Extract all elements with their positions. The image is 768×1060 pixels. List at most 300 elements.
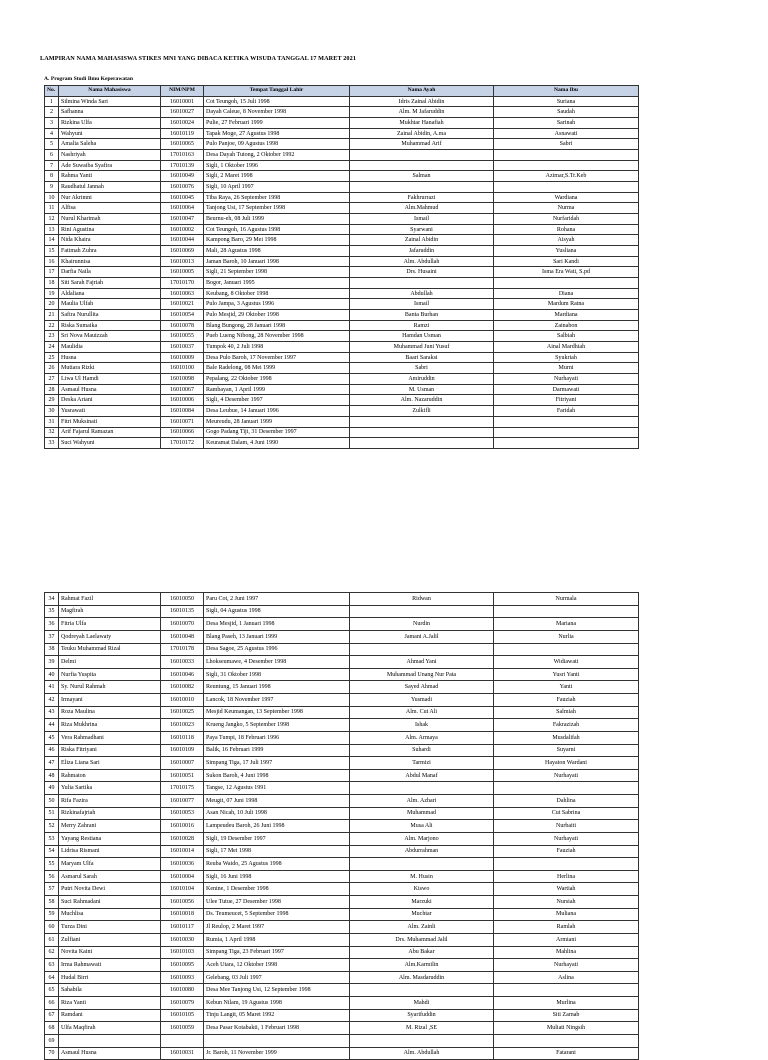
birth-place-date: Desa Mee Tanjong Usi, 12 September 1998 xyxy=(204,984,350,997)
table-row xyxy=(45,150,639,161)
student-nim: 16010024 xyxy=(161,118,204,129)
table-row xyxy=(45,971,639,984)
mother-name: Suriana xyxy=(494,96,639,107)
student-nim: 16010095 xyxy=(161,959,204,972)
father-name xyxy=(350,782,494,795)
student-nim: 16010021 xyxy=(161,299,204,310)
birth-place-date: Simpang Tiga, 23 Februari 1997 xyxy=(204,946,350,959)
birth-place-date: Tapak Moge, 27 Agustus 1998 xyxy=(204,128,350,139)
student-nim: 16010005 xyxy=(161,267,204,278)
mother-name: Yusliana xyxy=(494,246,639,257)
table-row xyxy=(45,267,639,278)
table-row xyxy=(45,224,639,235)
father-name: Kiswo xyxy=(350,883,494,896)
student-name: Riza Mukhrina xyxy=(59,719,161,732)
row-number: 20 xyxy=(45,299,59,310)
mother-name: Widiawati xyxy=(494,656,639,669)
mother-name: Nurmala xyxy=(494,593,639,606)
table-row xyxy=(45,782,639,795)
mother-name: Salmiah xyxy=(494,706,639,719)
student-nim: 16010054 xyxy=(161,310,204,321)
mother-name xyxy=(494,605,639,618)
row-number: 19 xyxy=(45,288,59,299)
table-row xyxy=(45,946,639,959)
table-row xyxy=(45,668,639,681)
mother-name: Isma Era Wati, S.pd xyxy=(494,267,639,278)
student-name: Deska Ariani xyxy=(59,395,161,406)
row-number: 64 xyxy=(45,971,59,984)
student-name: Ramdani xyxy=(59,1009,161,1022)
student-nim: 16010109 xyxy=(161,744,204,757)
birth-place-date: Keubang, 8 Oktober 1998 xyxy=(204,288,350,299)
student-nim: 16010049 xyxy=(161,171,204,182)
birth-place-date: Aceh Utara, 12 Oktober 1998 xyxy=(204,959,350,972)
student-name: Silmina Winda Sari xyxy=(59,96,161,107)
student-name: Irmayani xyxy=(59,694,161,707)
mother-name: Hayaton Wardani xyxy=(494,757,639,770)
student-name: Eliza Liana Sari xyxy=(59,757,161,770)
row-number: 16 xyxy=(45,256,59,267)
student-name: Wahyuni xyxy=(59,128,161,139)
birth-place-date: Jl Reulop, 2 Maret 1997 xyxy=(204,921,350,934)
student-name: Teuku Muhammad Rizal xyxy=(59,643,161,656)
father-name: Alm. Abdullah xyxy=(350,1047,494,1060)
birth-place-date: Blang Paseh, 13 Januari 1999 xyxy=(204,630,350,643)
mother-name xyxy=(494,858,639,871)
row-number: 43 xyxy=(45,706,59,719)
mother-name: Aslina xyxy=(494,971,639,984)
student-name: Sri Nova Mauizzah xyxy=(59,331,161,342)
birth-place-date: Blang Bungong, 28 Januari 1998 xyxy=(204,320,350,331)
row-number: 50 xyxy=(45,795,59,808)
father-name: M. Usman xyxy=(350,384,494,395)
birth-place-date: Cot Teungoh, 15 Juli 1998 xyxy=(204,96,350,107)
student-name: Lidrisa Rismani xyxy=(59,845,161,858)
mother-name: Cut Sabrina xyxy=(494,807,639,820)
table-header-row xyxy=(45,86,639,97)
father-name xyxy=(350,438,494,449)
student-nim: 16010067 xyxy=(161,384,204,395)
student-nim: 16010016 xyxy=(161,820,204,833)
table-row xyxy=(45,832,639,845)
birth-place-date: Desa Sagoe, 25 Agustus 1996 xyxy=(204,643,350,656)
row-number: 1 xyxy=(45,96,59,107)
student-name: Arif Fajarul Ramazan xyxy=(59,427,161,438)
table-row xyxy=(45,235,639,246)
student-name: Nida Khaira xyxy=(59,235,161,246)
table-row xyxy=(45,757,639,770)
row-number: 49 xyxy=(45,782,59,795)
father-name xyxy=(350,984,494,997)
mother-name: Faridah xyxy=(494,406,639,417)
birth-place-date: Jaman Baroh, 10 Januari 1998 xyxy=(204,256,350,267)
student-name: Sy. Nurul Rahmah xyxy=(59,681,161,694)
table-row xyxy=(45,820,639,833)
birth-place-date: Ds. Teumeucet, 5 September 1998 xyxy=(204,908,350,921)
mother-name: Nurbaiti xyxy=(494,820,639,833)
header-student-name: Nama Mahasiswa xyxy=(59,86,161,97)
father-name: Alm. Armaya xyxy=(350,731,494,744)
father-name xyxy=(350,605,494,618)
mother-name: Mardiana xyxy=(494,310,639,321)
student-name: Asmarul Sarah xyxy=(59,870,161,883)
mother-name: Mariana xyxy=(494,618,639,631)
student-nim: 16010037 xyxy=(161,342,204,353)
student-name: Maulia Ulfah xyxy=(59,299,161,310)
row-number: 12 xyxy=(45,214,59,225)
student-name: Vera Rahmadhani xyxy=(59,731,161,744)
mother-name: Rohana xyxy=(494,224,639,235)
student-name: Rahmat Fazil xyxy=(59,593,161,606)
mother-name xyxy=(494,160,639,171)
birth-place-date: Tangse, 12 Agustus 1991 xyxy=(204,782,350,795)
father-name: Abdurrahman xyxy=(350,845,494,858)
mother-name: Yusri Yanti xyxy=(494,668,639,681)
birth-place-date: Desa Pulo Baroh, 17 November 1997 xyxy=(204,352,350,363)
row-number: 48 xyxy=(45,769,59,782)
father-name: Hamdan Usman xyxy=(350,331,494,342)
mother-name xyxy=(494,278,639,289)
table-row xyxy=(45,427,639,438)
mother-name xyxy=(494,643,639,656)
table-row xyxy=(45,744,639,757)
mother-name: Armiani xyxy=(494,933,639,946)
father-name: Alm. Abdullah xyxy=(350,256,494,267)
student-nim: 17010163 xyxy=(161,150,204,161)
student-name: Rahmaton xyxy=(59,769,161,782)
mother-name: Wartiah xyxy=(494,883,639,896)
student-name: Nurfia Yuspita xyxy=(59,668,161,681)
table-row xyxy=(45,795,639,808)
father-name xyxy=(350,643,494,656)
mother-name xyxy=(494,984,639,997)
father-name: Abdul Manaf xyxy=(350,769,494,782)
table-row xyxy=(45,363,639,374)
table-row xyxy=(45,182,639,193)
document-title: LAMPIRAN NAMA MAHASISWA STIKES MNI YANG DIBACA KETIKA WISUDA TANGGAL 17 MARET 2021 xyxy=(40,55,357,62)
mother-name: Fauziah xyxy=(494,845,639,858)
table-row xyxy=(45,352,639,363)
mother-name: Sari Kandi xyxy=(494,256,639,267)
student-name: Mutiara Rizki xyxy=(59,363,161,374)
birth-place-date: Paru Cot, 2 Juni 1997 xyxy=(204,593,350,606)
row-number: 66 xyxy=(45,997,59,1010)
student-name: Aldaliana xyxy=(59,288,161,299)
birth-place-date: Gogo Padang Tiji, 31 Desember 1997 xyxy=(204,427,350,438)
mother-name: Darmawati xyxy=(494,384,639,395)
mother-name xyxy=(494,182,639,193)
birth-place-date: Tiba Raya, 26 September 1998 xyxy=(204,192,350,203)
table-row xyxy=(45,320,639,331)
mother-name: Diana xyxy=(494,288,639,299)
mother-name xyxy=(494,150,639,161)
student-nim: 16010063 xyxy=(161,288,204,299)
student-nim: 16010045 xyxy=(161,192,204,203)
student-nim: 16010050 xyxy=(161,593,204,606)
student-name: Liwa Ul Hamdi xyxy=(59,374,161,385)
father-name: Syarifuddin xyxy=(350,1009,494,1022)
student-table-part-1 xyxy=(44,85,639,449)
father-name: Ridwan xyxy=(350,593,494,606)
student-name: Amalia Saleha xyxy=(59,139,161,150)
birth-place-date: Ulee Tutue, 27 Desember 1998 xyxy=(204,896,350,909)
birth-place-date: Tanjong Usi, 17 September 1998 xyxy=(204,203,350,214)
student-name: Magfirah xyxy=(59,605,161,618)
mother-name: Syukriah xyxy=(494,352,639,363)
header-father: Nama Ayah xyxy=(350,86,494,97)
student-name: Riska Fitriyani xyxy=(59,744,161,757)
row-number: 26 xyxy=(45,363,59,374)
row-number: 32 xyxy=(45,427,59,438)
student-name: Yayang Restiana xyxy=(59,832,161,845)
row-number: 17 xyxy=(45,267,59,278)
row-number: 8 xyxy=(45,171,59,182)
student-nim: 16010076 xyxy=(161,182,204,193)
row-number: 2 xyxy=(45,107,59,118)
student-nim: 16010117 xyxy=(161,921,204,934)
row-number: 41 xyxy=(45,681,59,694)
student-nim: 16010084 xyxy=(161,406,204,417)
row-number: 67 xyxy=(45,1009,59,1022)
father-name: Nurdin xyxy=(350,618,494,631)
father-name: Suhardi xyxy=(350,744,494,757)
student-nim: 16010070 xyxy=(161,618,204,631)
mother-name: Muliana xyxy=(494,908,639,921)
row-number: 10 xyxy=(45,192,59,203)
table-row xyxy=(45,214,639,225)
birth-place-date: Sigli, 10 April 1997 xyxy=(204,182,350,193)
birth-place-date: Reuntung, 15 Januari 1998 xyxy=(204,681,350,694)
row-number: 5 xyxy=(45,139,59,150)
student-name: Suci Rahmadani xyxy=(59,896,161,909)
row-number: 7 xyxy=(45,160,59,171)
birth-place-date: Meureudu, 28 Januari 1999 xyxy=(204,416,350,427)
student-nim: 16010104 xyxy=(161,883,204,896)
table-row xyxy=(45,331,639,342)
row-number: 21 xyxy=(45,310,59,321)
student-nim: 16010135 xyxy=(161,605,204,618)
father-name: Muhammad Unang Nur Pata xyxy=(350,668,494,681)
student-nim: 16010048 xyxy=(161,630,204,643)
birth-place-date: Pueb Lueng Nibong, 28 November 1998 xyxy=(204,331,350,342)
table-row xyxy=(45,719,639,732)
student-nim: 17010178 xyxy=(161,643,204,656)
birth-place-date: Desa Dayah Tutong, 2 Oktober 1992 xyxy=(204,150,350,161)
table-row xyxy=(45,1034,639,1047)
student-nim: 16010009 xyxy=(161,352,204,363)
student-nim: 16010079 xyxy=(161,997,204,1010)
student-nim xyxy=(161,1034,204,1047)
birth-place-date: Bale Radelong, 08 Mei 1999 xyxy=(204,363,350,374)
student-name: Asmaul Husna xyxy=(59,1047,161,1060)
student-name: Raudhatul Jannah xyxy=(59,182,161,193)
student-name: Rizkinafajriah xyxy=(59,807,161,820)
student-name: Hudal Birri xyxy=(59,971,161,984)
father-name: Ismail xyxy=(350,214,494,225)
mother-name: Nurfaridah xyxy=(494,214,639,225)
student-nim: 16010006 xyxy=(161,395,204,406)
student-name: Irma Rahmawati xyxy=(59,959,161,972)
student-name: Roza Maulina xyxy=(59,706,161,719)
student-nim: 17010170 xyxy=(161,278,204,289)
row-number: 18 xyxy=(45,278,59,289)
mother-name xyxy=(494,782,639,795)
row-number: 35 xyxy=(45,605,59,618)
table-row xyxy=(45,1009,639,1022)
student-name: Fatimah Zuhra xyxy=(59,246,161,257)
student-nim: 16010093 xyxy=(161,971,204,984)
mother-name: Dahlina xyxy=(494,795,639,808)
student-table-part-2 xyxy=(44,592,639,1060)
student-name: Maryam Ulfa xyxy=(59,858,161,871)
row-number: 40 xyxy=(45,668,59,681)
row-number: 69 xyxy=(45,1034,59,1047)
row-number: 44 xyxy=(45,719,59,732)
table-row xyxy=(45,618,639,631)
row-number: 47 xyxy=(45,757,59,770)
table-row xyxy=(45,605,639,618)
section-heading: A. Program Studi Ilmu Keperawatan xyxy=(44,76,133,82)
mother-name: Asnawati xyxy=(494,128,639,139)
student-nim: 16010064 xyxy=(161,203,204,214)
father-name: Muhammad xyxy=(350,807,494,820)
student-name: Yulia Sartika xyxy=(59,782,161,795)
table-row xyxy=(45,870,639,883)
row-number: 24 xyxy=(45,342,59,353)
mother-name: Murni xyxy=(494,363,639,374)
student-nim: 16010023 xyxy=(161,719,204,732)
mother-name: Zainabon xyxy=(494,320,639,331)
row-number: 70 xyxy=(45,1047,59,1060)
student-nim: 16010025 xyxy=(161,706,204,719)
student-nim: 16010069 xyxy=(161,246,204,257)
student-nim: 16010030 xyxy=(161,933,204,946)
row-number: 33 xyxy=(45,438,59,449)
birth-place-date xyxy=(204,1034,350,1047)
student-nim: 16010080 xyxy=(161,984,204,997)
father-name: Syarwani xyxy=(350,224,494,235)
row-number: 22 xyxy=(45,320,59,331)
student-name: Darfia Naila xyxy=(59,267,161,278)
birth-place-date: Tumpok 40, 2 Juli 1998 xyxy=(204,342,350,353)
birth-place-date: Reuba Waido, 25 Agustus 1998 xyxy=(204,858,350,871)
student-nim: 16010098 xyxy=(161,374,204,385)
mother-name: Ainal Mardhiah xyxy=(494,342,639,353)
father-name: Zulkifli xyxy=(350,406,494,417)
row-number: 28 xyxy=(45,384,59,395)
father-name: Salman xyxy=(350,171,494,182)
birth-place-date: Lhokseumawe, 4 Desember 1998 xyxy=(204,656,350,669)
row-number: 68 xyxy=(45,1022,59,1035)
table-row xyxy=(45,118,639,129)
table-row xyxy=(45,681,639,694)
birth-place-date: Pepalang, 22 Oktober 1998 xyxy=(204,374,350,385)
table-row xyxy=(45,395,639,406)
mother-name xyxy=(494,438,639,449)
student-nim: 16010031 xyxy=(161,1047,204,1060)
table-row xyxy=(45,706,639,719)
student-name: Nashriyah xyxy=(59,150,161,161)
row-number: 54 xyxy=(45,845,59,858)
table-row xyxy=(45,933,639,946)
student-name: Asmaul Husna xyxy=(59,384,161,395)
father-name: Ishak xyxy=(350,719,494,732)
table-row xyxy=(45,959,639,972)
student-name: Alfisa xyxy=(59,203,161,214)
student-name: Khairunnisa xyxy=(59,256,161,267)
row-number: 57 xyxy=(45,883,59,896)
student-name: Rizkina Ulfa xyxy=(59,118,161,129)
row-number: 3 xyxy=(45,118,59,129)
father-name: Banta Burhan xyxy=(350,310,494,321)
birth-place-date: Kampong Baro, 29 Mei 1998 xyxy=(204,235,350,246)
table-row xyxy=(45,374,639,385)
student-nim: 16010028 xyxy=(161,832,204,845)
row-number: 58 xyxy=(45,896,59,909)
table-row xyxy=(45,896,639,909)
row-number: 45 xyxy=(45,731,59,744)
row-number: 59 xyxy=(45,908,59,921)
father-name: M. Rizal ,SE xyxy=(350,1022,494,1035)
mother-name: Azimar,S.Tr.Keb xyxy=(494,171,639,182)
birth-place-date: Bogor, Januari 1995 xyxy=(204,278,350,289)
table-row xyxy=(45,845,639,858)
student-nim: 16010014 xyxy=(161,845,204,858)
table-row xyxy=(45,192,639,203)
table-row xyxy=(45,107,639,118)
mother-name: Nurhayati xyxy=(494,374,639,385)
table-row xyxy=(45,256,639,267)
header-birth: Tempat Tanggal Lahir xyxy=(204,86,350,97)
row-number: 13 xyxy=(45,224,59,235)
student-name: Ulfa Maqfirah xyxy=(59,1022,161,1035)
father-name: Idris Zainal Abidin xyxy=(350,96,494,107)
father-name: Zainal Abidin, A.ma xyxy=(350,128,494,139)
student-nim: 16010071 xyxy=(161,416,204,427)
table-row xyxy=(45,160,639,171)
birth-place-date: Kebun Nilam, 19 Agustus 1998 xyxy=(204,997,350,1010)
table-row xyxy=(45,643,639,656)
student-nim: 16010100 xyxy=(161,363,204,374)
student-name: Nur Akrimni xyxy=(59,192,161,203)
row-number: 55 xyxy=(45,858,59,871)
mother-name: Nurhayati xyxy=(494,959,639,972)
student-name: Riska Sumaika xyxy=(59,320,161,331)
table-row xyxy=(45,384,639,395)
birth-place-date: Paya Tumpi, 18 Februari 1996 xyxy=(204,731,350,744)
father-name xyxy=(350,858,494,871)
birth-place-date: Asan Nicah, 10 Juli 1998 xyxy=(204,807,350,820)
student-nim: 16010010 xyxy=(161,694,204,707)
student-name: Fitria Ulfa xyxy=(59,618,161,631)
row-number: 39 xyxy=(45,656,59,669)
table-row xyxy=(45,438,639,449)
row-number: 60 xyxy=(45,921,59,934)
table-row xyxy=(45,96,639,107)
table-row xyxy=(45,128,639,139)
row-number: 65 xyxy=(45,984,59,997)
row-number: 62 xyxy=(45,946,59,959)
header-mother: Nama Ibu xyxy=(494,86,639,97)
student-nim: 17010139 xyxy=(161,160,204,171)
student-nim: 17010172 xyxy=(161,438,204,449)
table-body-part-2 xyxy=(45,593,639,1060)
father-name: Alm. Azhari xyxy=(350,795,494,808)
student-nim: 16010118 xyxy=(161,731,204,744)
table-row xyxy=(45,342,639,353)
birth-place-date: Simpang Tiga, 17 Juli 1997 xyxy=(204,757,350,770)
table-row xyxy=(45,630,639,643)
